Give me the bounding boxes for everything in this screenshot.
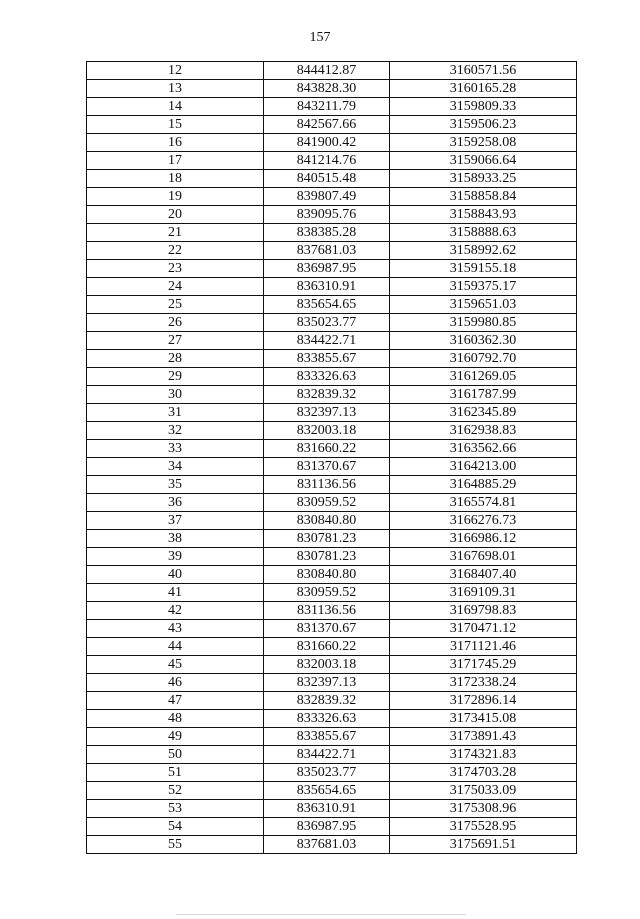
x-coordinate-cell: 833855.67	[264, 728, 390, 746]
y-coordinate-cell: 3172896.14	[390, 692, 577, 710]
x-coordinate-cell: 835654.65	[264, 782, 390, 800]
x-coordinate-cell: 831136.56	[264, 476, 390, 494]
table-row	[87, 674, 577, 692]
x-coordinate-cell: 843211.79	[264, 98, 390, 116]
point-number-cell: 12	[87, 62, 264, 80]
x-coordinate-cell: 832003.18	[264, 422, 390, 440]
point-number-cell: 45	[87, 656, 264, 674]
point-number-cell: 15	[87, 116, 264, 134]
x-coordinate-cell: 832397.13	[264, 404, 390, 422]
point-number-cell: 46	[87, 674, 264, 692]
y-coordinate-cell: 3159506.23	[390, 116, 577, 134]
table-row	[87, 818, 577, 836]
point-number-cell: 42	[87, 602, 264, 620]
table-row	[87, 332, 577, 350]
point-number-cell: 22	[87, 242, 264, 260]
x-coordinate-cell: 837681.03	[264, 836, 390, 854]
y-coordinate-cell: 3158888.63	[390, 224, 577, 242]
table-row	[87, 584, 577, 602]
y-coordinate-cell: 3173415.08	[390, 710, 577, 728]
table-row	[87, 782, 577, 800]
x-coordinate-cell: 830840.80	[264, 512, 390, 530]
point-number-cell: 43	[87, 620, 264, 638]
table-row	[87, 350, 577, 368]
table-row	[87, 422, 577, 440]
table-row	[87, 692, 577, 710]
y-coordinate-cell: 3174321.83	[390, 746, 577, 764]
table-row	[87, 368, 577, 386]
table-row	[87, 494, 577, 512]
x-coordinate-cell: 830959.52	[264, 584, 390, 602]
table-row	[87, 620, 577, 638]
y-coordinate-cell: 3174703.28	[390, 764, 577, 782]
table-row	[87, 152, 577, 170]
table-row	[87, 548, 577, 566]
point-number-cell: 26	[87, 314, 264, 332]
point-number-cell: 47	[87, 692, 264, 710]
table-row	[87, 440, 577, 458]
point-number-cell: 16	[87, 134, 264, 152]
table-row	[87, 278, 577, 296]
table-row	[87, 404, 577, 422]
x-coordinate-cell: 832839.32	[264, 692, 390, 710]
point-number-cell: 17	[87, 152, 264, 170]
x-coordinate-cell: 835654.65	[264, 296, 390, 314]
table-row	[87, 314, 577, 332]
point-number-cell: 18	[87, 170, 264, 188]
x-coordinate-cell: 841900.42	[264, 134, 390, 152]
x-coordinate-cell: 832397.13	[264, 674, 390, 692]
y-coordinate-cell: 3168407.40	[390, 566, 577, 584]
x-coordinate-cell: 830959.52	[264, 494, 390, 512]
x-coordinate-cell: 831370.67	[264, 620, 390, 638]
y-coordinate-cell: 3171121.46	[390, 638, 577, 656]
y-coordinate-cell: 3158933.25	[390, 170, 577, 188]
y-coordinate-cell: 3169109.31	[390, 584, 577, 602]
table-row	[87, 242, 577, 260]
table-row	[87, 638, 577, 656]
y-coordinate-cell: 3161269.05	[390, 368, 577, 386]
point-number-cell: 23	[87, 260, 264, 278]
y-coordinate-cell: 3158992.62	[390, 242, 577, 260]
y-coordinate-cell: 3158843.93	[390, 206, 577, 224]
y-coordinate-cell: 3159809.33	[390, 98, 577, 116]
y-coordinate-cell: 3159980.85	[390, 314, 577, 332]
y-coordinate-cell: 3163562.66	[390, 440, 577, 458]
x-coordinate-cell: 833326.63	[264, 368, 390, 386]
point-number-cell: 52	[87, 782, 264, 800]
point-number-cell: 30	[87, 386, 264, 404]
coordinates-table	[86, 61, 577, 854]
y-coordinate-cell: 3164885.29	[390, 476, 577, 494]
x-coordinate-cell: 831136.56	[264, 602, 390, 620]
page-number: 157	[309, 30, 331, 45]
table-row	[87, 530, 577, 548]
y-coordinate-cell: 3160165.28	[390, 80, 577, 98]
x-coordinate-cell: 831660.22	[264, 638, 390, 656]
table-row	[87, 728, 577, 746]
point-number-cell: 24	[87, 278, 264, 296]
point-number-cell: 32	[87, 422, 264, 440]
point-number-cell: 55	[87, 836, 264, 854]
y-coordinate-cell: 3173891.43	[390, 728, 577, 746]
x-coordinate-cell: 831660.22	[264, 440, 390, 458]
table-row	[87, 836, 577, 854]
x-coordinate-cell: 836310.91	[264, 800, 390, 818]
point-number-cell: 21	[87, 224, 264, 242]
point-number-cell: 33	[87, 440, 264, 458]
y-coordinate-cell: 3162345.89	[390, 404, 577, 422]
y-coordinate-cell: 3171745.29	[390, 656, 577, 674]
y-coordinate-cell: 3159066.64	[390, 152, 577, 170]
point-number-cell: 36	[87, 494, 264, 512]
y-coordinate-cell: 3175528.95	[390, 818, 577, 836]
table-row	[87, 224, 577, 242]
y-coordinate-cell: 3175691.51	[390, 836, 577, 854]
table-row	[87, 602, 577, 620]
table-row	[87, 764, 577, 782]
point-number-cell: 44	[87, 638, 264, 656]
table-row	[87, 566, 577, 584]
x-coordinate-cell: 838385.28	[264, 224, 390, 242]
point-number-cell: 54	[87, 818, 264, 836]
point-number-cell: 29	[87, 368, 264, 386]
y-coordinate-cell: 3175033.09	[390, 782, 577, 800]
y-coordinate-cell: 3159651.03	[390, 296, 577, 314]
x-coordinate-cell: 834422.71	[264, 332, 390, 350]
x-coordinate-cell: 830781.23	[264, 530, 390, 548]
y-coordinate-cell: 3167698.01	[390, 548, 577, 566]
table-row	[87, 170, 577, 188]
point-number-cell: 38	[87, 530, 264, 548]
table-row	[87, 512, 577, 530]
y-coordinate-cell: 3159155.18	[390, 260, 577, 278]
table-body	[87, 62, 577, 854]
x-coordinate-cell: 834422.71	[264, 746, 390, 764]
point-number-cell: 39	[87, 548, 264, 566]
x-coordinate-cell: 839807.49	[264, 188, 390, 206]
x-coordinate-cell: 843828.30	[264, 80, 390, 98]
point-number-cell: 50	[87, 746, 264, 764]
x-coordinate-cell: 837681.03	[264, 242, 390, 260]
y-coordinate-cell: 3164213.00	[390, 458, 577, 476]
table-row	[87, 746, 577, 764]
y-coordinate-cell: 3158858.84	[390, 188, 577, 206]
table-row	[87, 116, 577, 134]
point-number-cell: 19	[87, 188, 264, 206]
y-coordinate-cell: 3162938.83	[390, 422, 577, 440]
point-number-cell: 41	[87, 584, 264, 602]
point-number-cell: 28	[87, 350, 264, 368]
table-row	[87, 476, 577, 494]
x-coordinate-cell: 841214.76	[264, 152, 390, 170]
x-coordinate-cell: 835023.77	[264, 764, 390, 782]
x-coordinate-cell: 830840.80	[264, 566, 390, 584]
x-coordinate-cell: 836987.95	[264, 260, 390, 278]
point-number-cell: 13	[87, 80, 264, 98]
point-number-cell: 20	[87, 206, 264, 224]
table-row	[87, 260, 577, 278]
table-row	[87, 188, 577, 206]
x-coordinate-cell: 840515.48	[264, 170, 390, 188]
table-row	[87, 62, 577, 80]
x-coordinate-cell: 836987.95	[264, 818, 390, 836]
table-row	[87, 656, 577, 674]
point-number-cell: 37	[87, 512, 264, 530]
point-number-cell: 35	[87, 476, 264, 494]
point-number-cell: 53	[87, 800, 264, 818]
y-coordinate-cell: 3160792.70	[390, 350, 577, 368]
x-coordinate-cell: 844412.87	[264, 62, 390, 80]
y-coordinate-cell: 3166986.12	[390, 530, 577, 548]
x-coordinate-cell: 839095.76	[264, 206, 390, 224]
y-coordinate-cell: 3175308.96	[390, 800, 577, 818]
y-coordinate-cell: 3161787.99	[390, 386, 577, 404]
y-coordinate-cell: 3159258.08	[390, 134, 577, 152]
point-number-cell: 31	[87, 404, 264, 422]
x-coordinate-cell: 833855.67	[264, 350, 390, 368]
point-number-cell: 51	[87, 764, 264, 782]
table-row	[87, 800, 577, 818]
point-number-cell: 14	[87, 98, 264, 116]
x-coordinate-cell: 832839.32	[264, 386, 390, 404]
x-coordinate-cell: 832003.18	[264, 656, 390, 674]
point-number-cell: 49	[87, 728, 264, 746]
table-row	[87, 98, 577, 116]
y-coordinate-cell: 3159375.17	[390, 278, 577, 296]
y-coordinate-cell: 3169798.83	[390, 602, 577, 620]
x-coordinate-cell: 831370.67	[264, 458, 390, 476]
x-coordinate-cell: 836310.91	[264, 278, 390, 296]
y-coordinate-cell: 3166276.73	[390, 512, 577, 530]
y-coordinate-cell: 3170471.12	[390, 620, 577, 638]
point-number-cell: 40	[87, 566, 264, 584]
bottom-divider	[176, 914, 466, 915]
table-row	[87, 296, 577, 314]
table-row	[87, 386, 577, 404]
x-coordinate-cell: 830781.23	[264, 548, 390, 566]
table-row	[87, 458, 577, 476]
x-coordinate-cell: 833326.63	[264, 710, 390, 728]
y-coordinate-cell: 3160362.30	[390, 332, 577, 350]
y-coordinate-cell: 3172338.24	[390, 674, 577, 692]
point-number-cell: 48	[87, 710, 264, 728]
point-number-cell: 34	[87, 458, 264, 476]
y-coordinate-cell: 3160571.56	[390, 62, 577, 80]
x-coordinate-cell: 842567.66	[264, 116, 390, 134]
x-coordinate-cell: 835023.77	[264, 314, 390, 332]
table-row	[87, 710, 577, 728]
point-number-cell: 25	[87, 296, 264, 314]
table-row	[87, 206, 577, 224]
y-coordinate-cell: 3165574.81	[390, 494, 577, 512]
point-number-cell: 27	[87, 332, 264, 350]
table-row	[87, 134, 577, 152]
table-row	[87, 80, 577, 98]
